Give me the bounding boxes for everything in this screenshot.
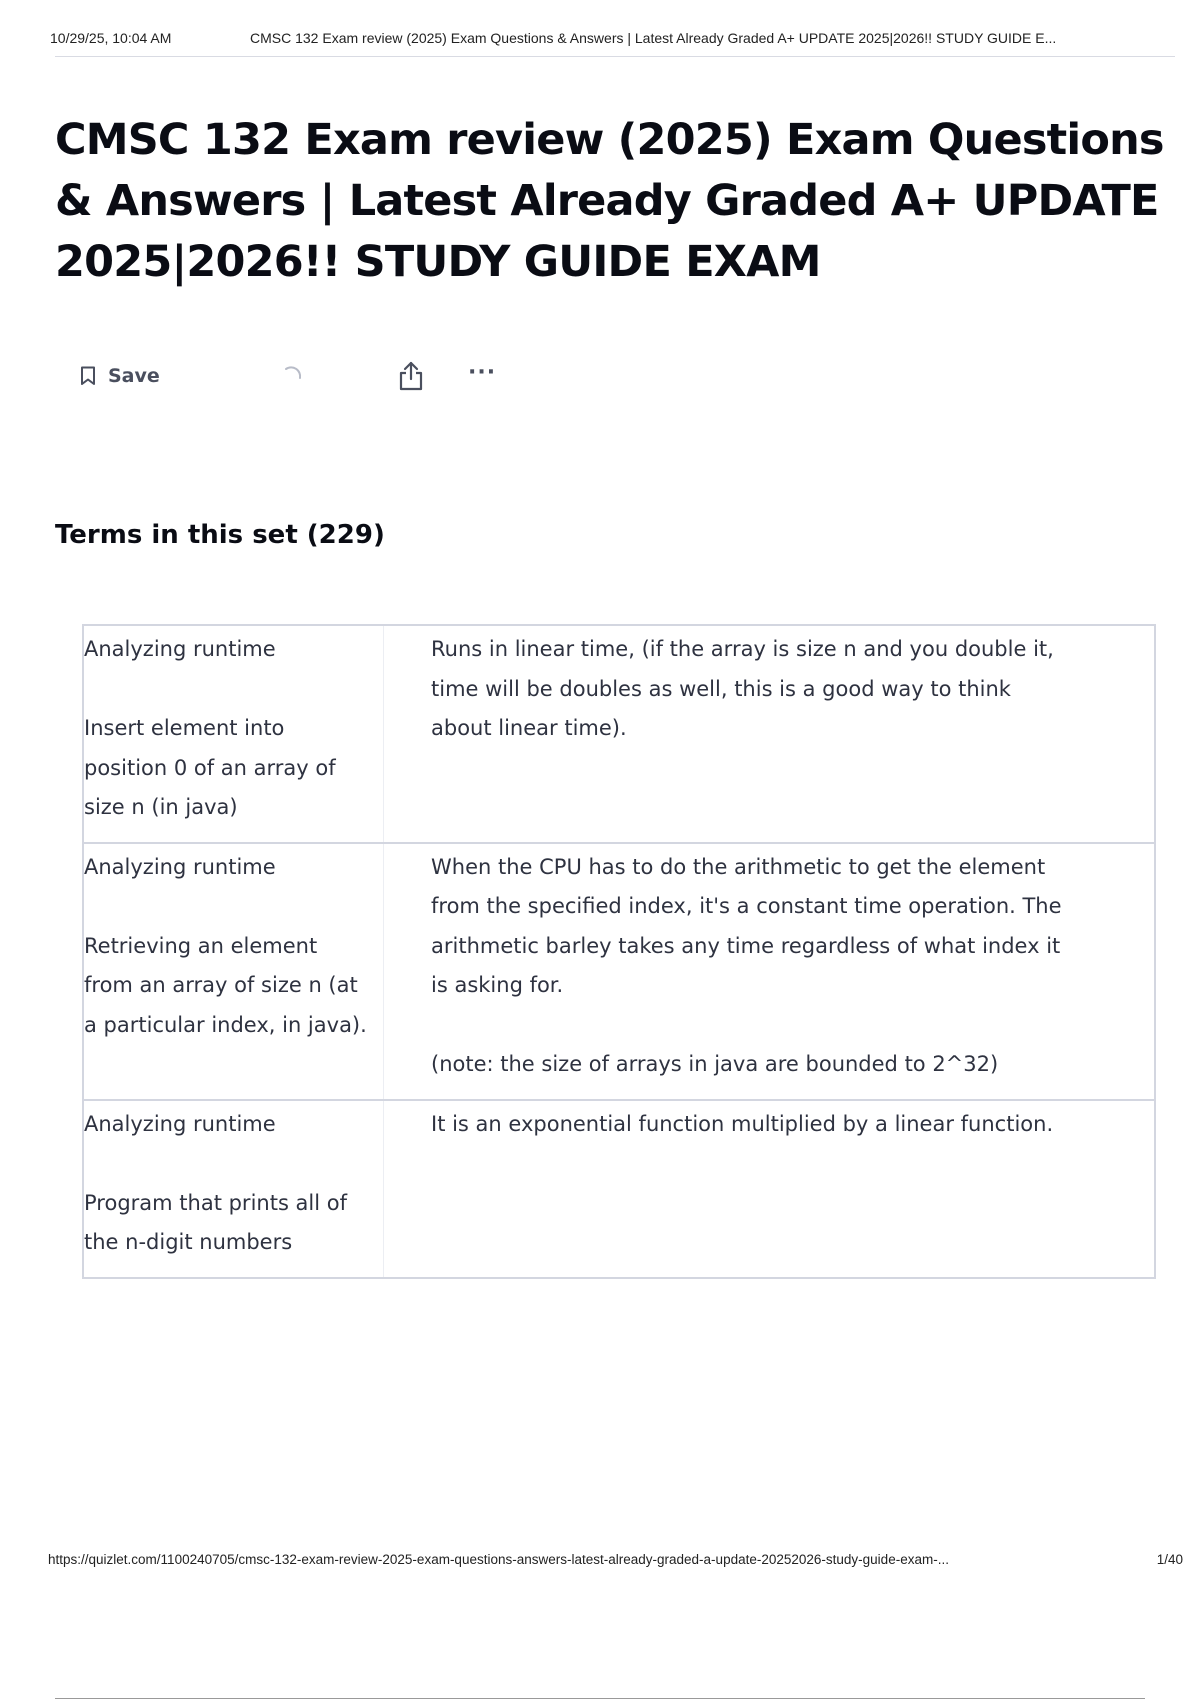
- definition-text: Runs in linear time, (if the array is size n and you double it, time will be doubles as well, this is a good way to think about linear time).: [431, 637, 1054, 740]
- print-date: 10/29/25, 10:04 AM: [50, 30, 172, 46]
- share-icon: [396, 360, 426, 392]
- toolbar: [80, 356, 540, 396]
- term-text: Analyzing runtime Program that prints all of the n-digit numbers: [84, 1101, 384, 1277]
- share-button[interactable]: [396, 360, 426, 396]
- term-card[interactable]: [84, 626, 1154, 842]
- terms-table: [82, 624, 1156, 1279]
- save-button[interactable]: [80, 356, 160, 396]
- term-text: Analyzing runtime Insert element into position 0 of an array of size n (in java): [84, 626, 384, 842]
- bottom-divider: [55, 1698, 1145, 1699]
- print-page-number: 1/40: [1156, 1552, 1183, 1567]
- print-footer: [48, 1552, 1183, 1567]
- term-card[interactable]: [84, 1099, 1154, 1277]
- definition-text: It is an exponential function multiplied by a linear function.: [431, 1111, 1054, 1136]
- print-header-divider: [55, 56, 1175, 57]
- page-title: CMSC 132 Exam review (2025) Exam Questions & Answers | Latest Already Graded A+ UPDATE 2025|2026!! STUDY GUIDE EXAM: [55, 115, 1164, 287]
- definition-text: When the CPU has to do the arithmetic to get the element from the specified index, it's a constant time operation. The arithmetic barley takes any time regardless of what index it is asking for. (note: the size of arrays in java are bounded to 2^32): [431, 854, 1062, 1076]
- spinner-icon: [280, 364, 304, 388]
- term-card[interactable]: [84, 842, 1154, 1099]
- print-header: [50, 30, 1175, 46]
- print-url: https://quizlet.com/1100240705/cmsc-132-exam-review-2025-exam-questions-answers-latest-already-graded-a-update-20252026-study-guide-exam-...: [48, 1552, 949, 1567]
- print-doc-title: CMSC 132 Exam review (2025) Exam Questions & Answers | Latest Already Graded A+ UPDATE 2025|2026!! STUDY GUIDE E...: [250, 30, 1057, 46]
- bookmark-icon: [80, 366, 96, 386]
- term-text: Analyzing runtime Retrieving an element from an array of size n (at a particular index, in java).: [84, 844, 384, 1099]
- save-label: Save: [108, 365, 160, 387]
- more-options-button[interactable]: ···: [468, 360, 497, 385]
- terms-heading: Terms in this set (229): [55, 520, 385, 550]
